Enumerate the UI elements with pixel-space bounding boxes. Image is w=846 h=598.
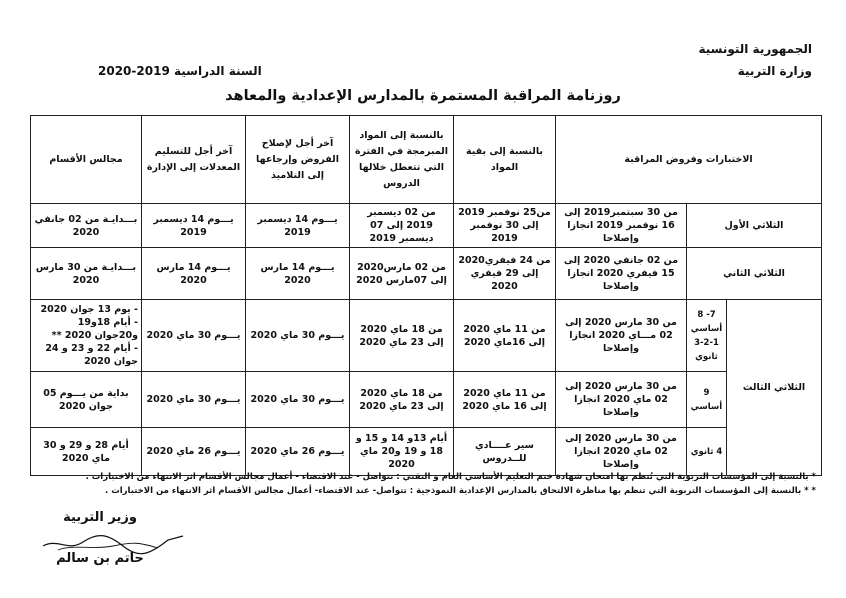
- r4-other: من 11 ماي 2020 إلى 16 ماي 2020: [454, 372, 556, 428]
- header-tests-text: الاختبارات وفروض المراقبة: [624, 153, 753, 165]
- r3-submit: يـــوم 30 ماي 2020: [142, 300, 246, 372]
- calendar-grid: [30, 115, 822, 476]
- r2-other: من 24 فيفري2020 إلى 29 فيفري 2020: [454, 248, 556, 300]
- level-7-8-label: 7- 8 أساسي 1-2-3 ثانوي: [687, 300, 727, 372]
- header-submit-cell: [142, 116, 246, 204]
- r5-scheduled: أيام 13و 14 و 15 و 18 و 19 و20 ماي 2020: [350, 428, 454, 476]
- r3-tests: من 30 مارس 2020 إلى 02 مـــاي 2020 انجازا وإصلاحا: [556, 300, 687, 372]
- r1-councils: بـــدايـة من 02 جانفي 2020: [31, 204, 142, 248]
- r1-correction: يـــوم 14 ديسمبر 2019: [246, 204, 350, 248]
- ministry-header: [612, 38, 812, 82]
- header-scheduled-text: بالنسبة إلى المواد المبرمجة في الفترة التي تتعطل خلالها الدروس: [355, 129, 448, 189]
- r3-scheduled: من 18 ماي 2020 إلى 23 ماي 2020: [350, 300, 454, 372]
- level-9-label: 9 أساسي: [687, 372, 727, 428]
- header-councils-cell: [31, 116, 142, 204]
- r5-submit: يـــوم 26 ماي 2020: [142, 428, 246, 476]
- r3-councils-line-1: - يوم 13 جوان 2020: [40, 304, 138, 315]
- header-other-cell: [454, 116, 556, 204]
- header-correction-text: آخر أجل لإصلاح الفروض وإرجاعها إلى التلاميذ: [256, 137, 339, 181]
- header-correction-cell: [246, 116, 350, 204]
- footnote-1: * بالنسبة إلى المؤسسات التربوية التي تُنظم بها امتحان شهادة ختم التعليم الأساسي العام و التقني : تتواصل - عند الاقتضاء - أعمال مجالس الأقسام اثر الانتهاء من الاختبارات .: [85, 472, 816, 482]
- r1-submit: يـــوم 14 ديسمبر 2019: [142, 204, 246, 248]
- footnote-2: * * بالنسبة إلى المؤسسات التربوية التي تنظم بها مناظرة الالتحاق بالمدارس الإعدادية النموذجية : تتواصل- عند الاقتضاء- أعمال مجالس الأقسام اثر الانتهاء من الاختبارات .: [105, 486, 816, 496]
- header-submit-text: آخر أجل للتسليم المعدلات إلى الإدارة: [146, 145, 241, 173]
- header-councils-text: مجالس الأقسام: [49, 153, 123, 165]
- r2-tests: من 02 جانفي 2020 إلى 15 فيفري 2020 انجازا وإصلاحا: [556, 248, 687, 300]
- trimester-1-label: الثلاثي الأول: [687, 204, 822, 248]
- footnotes: [26, 470, 816, 498]
- r4-correction: يـــوم 30 ماي 2020: [246, 372, 350, 428]
- r3-councils-line-3: - أيام 22 و 23 و 24 جوان 2020: [45, 343, 138, 367]
- header-tests-cell: [556, 116, 822, 204]
- minister-title: وزير التربية: [63, 510, 137, 525]
- trimester-2-label: الثلاثي الثاني: [687, 248, 822, 300]
- r2-councils: بـــدايـة من 30 مارس 2020: [31, 248, 142, 300]
- r5-councils: أيام 28 و 29 و 30 ماي 2020: [31, 428, 142, 476]
- republic-label: الجمهورية التونسية: [698, 42, 812, 56]
- r4-tests: من 30 مارس 2020 إلى 02 ماي 2020 انجازا وإصلاحا: [556, 372, 687, 428]
- r4-submit: يـــوم 30 ماي 2020: [142, 372, 246, 428]
- r1-tests: من 30 سبتمبر2019 إلى 16 نوفمبر 2019 انجازا وإصلاحا: [556, 204, 687, 248]
- r2-scheduled: من 02 مارس2020 إلى 07مارس 2020: [350, 248, 454, 300]
- r3-correction: يـــوم 30 ماي 2020: [246, 300, 350, 372]
- r3-councils: [31, 300, 142, 372]
- ministry-label: وزارة التربية: [737, 64, 812, 78]
- r3-councils-line-2: - أيام 18و19 و20جوان 2020 **: [51, 317, 138, 341]
- header-scheduled-cell: [350, 116, 454, 204]
- r5-tests: من 30 مارس 2020 إلى 02 ماي 2020 انجازا وإصلاحا: [556, 428, 687, 476]
- r1-other: من25 نوفمبر 2019 إلى 30 نوفمبر 2019: [454, 204, 556, 248]
- school-year-label: السنة الدراسية 2019-2020: [98, 64, 262, 78]
- minister-name: حاتم بن سالم: [56, 551, 144, 566]
- document-title: روزنامة المراقبة المستمرة بالمدارس الإعدادية والمعاهد: [225, 88, 621, 104]
- r4-councils: بداية من يـــوم 05 جوان 2020: [31, 372, 142, 428]
- r2-submit: يـــوم 14 مارس 2020: [142, 248, 246, 300]
- trimester-3-label: الثلاثي الثالث: [727, 300, 822, 476]
- r3-other: من 11 ماي 2020 إلى 16ماي 2020: [454, 300, 556, 372]
- r5-other: سير عــــادي للــدروس: [454, 428, 556, 476]
- signature-block: [40, 510, 160, 566]
- level-4-secondary-label: 4 ثانوي: [687, 428, 727, 476]
- r4-scheduled: من 18 ماي 2020 إلى 23 ماي 2020: [350, 372, 454, 428]
- r2-correction: يـــوم 14 مارس 2020: [246, 248, 350, 300]
- header-other-text: بالنسبة إلى بقية المواد: [466, 145, 543, 173]
- r5-correction: يـــوم 26 ماي 2020: [246, 428, 350, 476]
- r1-scheduled: من 02 ديسمبر 2019 إلى 07 ديسمبر 2019: [350, 204, 454, 248]
